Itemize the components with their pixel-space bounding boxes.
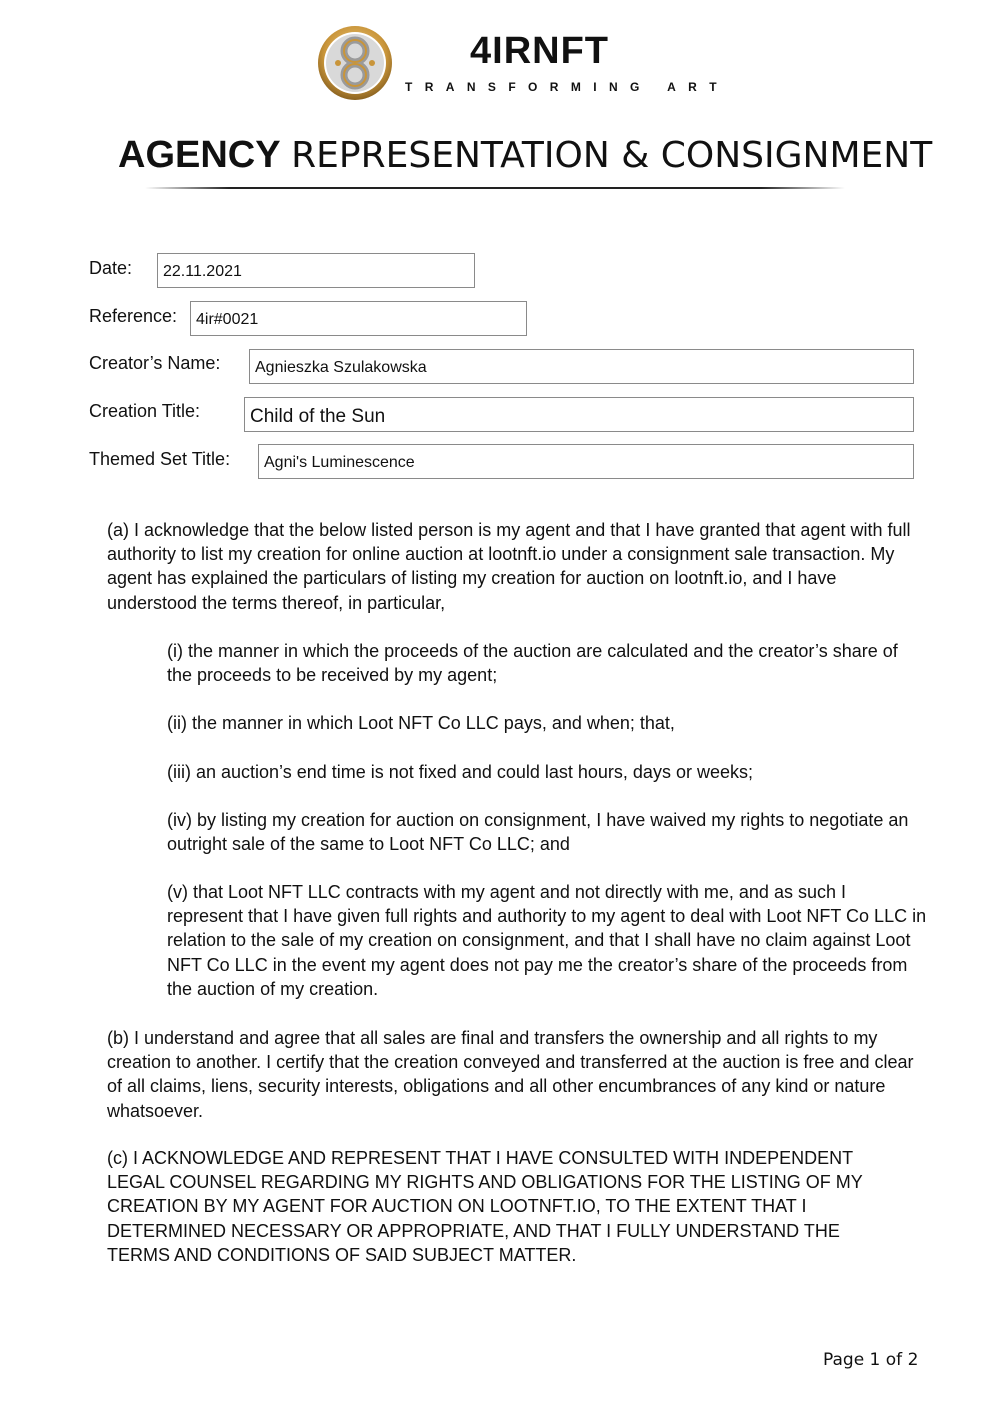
date-field[interactable]: 22.11.2021 — [157, 253, 475, 288]
themed-set-title-field[interactable]: Agni's Luminescence — [258, 444, 914, 479]
brand-logo-icon — [316, 24, 394, 102]
themed-set-title-label: Themed Set Title: — [89, 449, 231, 469]
list-item-iv: (iv) by listing my creation for auction on consignment, I have waived my rights to negotiate an outright sale of the same to Loot NFT Co LLC; and — [167, 810, 909, 855]
creator-name-field[interactable]: Agnieszka Szulakowska — [249, 349, 914, 384]
brand-name: 4IRNFT — [470, 30, 609, 72]
reference-field[interactable]: 4ir#0021 — [190, 301, 527, 336]
brand-tagline: TRANSFORMING ART — [405, 80, 729, 94]
document-title-rest: REPRESENTATION & CONSIGNMENT — [291, 135, 933, 176]
paragraph-a: (a) I acknowledge that the below listed person is my agent and that I have granted that agent with full authority to list my creation for online auction at lootnft.io under a consignment sale transaction. My agent has explained the particulars of listing my creation for auction on lootnft.io, and I have understood the terms thereof, in particular, — [107, 520, 911, 613]
creation-title-label: Creation Title: — [89, 401, 201, 421]
list-item-ii: (ii) the manner in which Loot NFT Co LLC pays, and when; that, — [167, 713, 675, 733]
list-item-i: (i) the manner in which the proceeds of the auction are calculated and the creator’s share of the proceeds to be received by my agent; — [167, 641, 898, 686]
reference-label: Reference: — [89, 306, 178, 326]
document-title — [118, 134, 932, 177]
paragraph-b: (b) I understand and agree that all sales are final and transfers the ownership and all rights to my creation to another. I certify that the creation conveyed and transferred at the auction is free and clear of all claims, liens, security interests, obligations and all other encumbrances of any kind or nature whatsoever. — [107, 1028, 914, 1121]
document-title-bold: AGENCY — [118, 134, 281, 176]
creation-title-field[interactable]: Child of the Sun — [244, 397, 914, 432]
date-label: Date: — [89, 258, 133, 278]
list-item-iii: (iii) an auction’s end time is not fixed and could last hours, days or weeks; — [167, 762, 753, 782]
list-item-v: (v) that Loot NFT LLC contracts with my agent and not directly with me, and as such I represent that I have given full rights and authority to my agent to deal with Loot NFT Co LLC in relation to the sale of my creation on consignment, and that I shall have no claim against Loot NFT Co LLC in the event my agent does not pay me the creator’s share of the proceeds from the auction of my creation. — [167, 882, 927, 999]
title-divider — [145, 187, 845, 189]
creator-name-label: Creator’s Name: — [89, 353, 221, 373]
page-number: Page 1 of 2 — [823, 1350, 919, 1370]
paragraph-c: (c) I ACKNOWLEDGE AND REPRESENT THAT I HAVE CONSULTED WITH INDEPENDENT LEGAL COUNSEL REGARDING MY RIGHTS AND OBLIGATIONS FOR THE LISTING OF MY CREATION BY MY AGENT FOR AUCTION ON LOOTNFT.IO, TO THE EXTENT THAT I DETERMINED NECESSARY OR APPROPRIATE, AND THAT I FULLY UNDERSTAND THE TERMS AND CONDITIONS OF SAID SUBJECT MATTER. — [107, 1148, 863, 1265]
